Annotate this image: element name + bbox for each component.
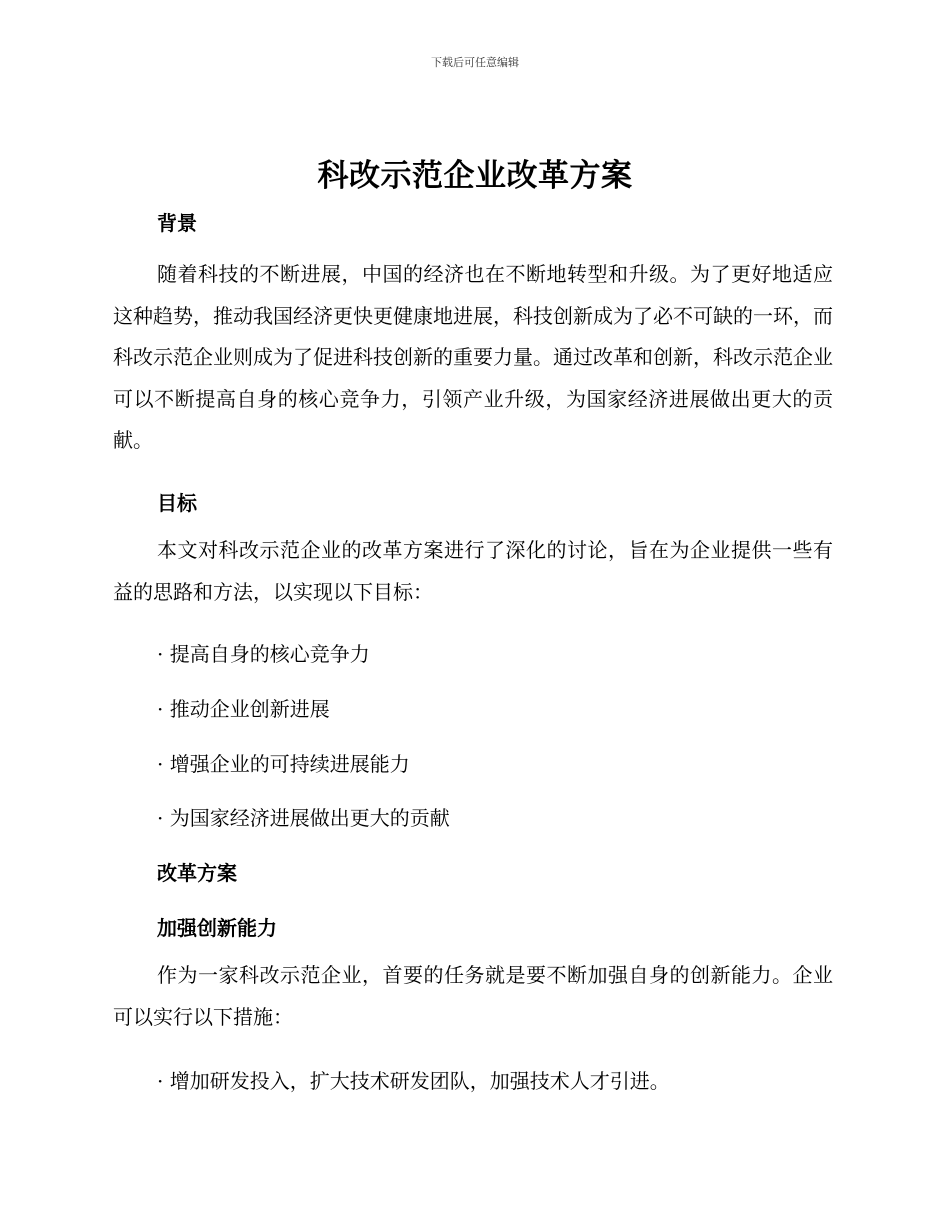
- goal-item: · 为国家经济进展做出更大的贡献: [157, 806, 450, 830]
- heading-background: 背景: [157, 211, 197, 235]
- heading-innovation: 加强创新能力: [157, 916, 277, 940]
- document-title: 科改示范企业改革方案: [317, 158, 633, 194]
- goal-item: · 提高自身的核心竞争力: [157, 642, 370, 666]
- paragraph-innovation: 作为一家科改示范企业，首要的任务就是要不断加强自身的创新能力。企业可以实行以下措施：: [113, 963, 833, 1029]
- goal-item: · 增强企业的可持续进展能力: [157, 752, 410, 776]
- page-header-note: 下载后可任意编辑: [431, 56, 519, 69]
- paragraph-background: 随着科技的不断进展，中国的经济也在不断地转型和升级。为了更好地适应这种趋势，推动我国经济更快更健康地进展，科技创新成为了必不可缺的一环，而科改示范企业则成为了促进科技创新的重要力量。通过改革和创新，科改示范企业可以不断提高自身的核心竞争力，引领产业升级，为国家经济进展做出更大的贡献。: [113, 262, 833, 452]
- heading-goals: 目标: [157, 491, 197, 515]
- paragraph-goals: 本文对科改示范企业的改革方案进行了深化的讨论，旨在为企业提供一些有益的思路和方法，以实现以下目标：: [113, 538, 833, 604]
- innovation-item: · 增加研发投入，扩大技术研发团队，加强技术人才引进。: [157, 1069, 670, 1093]
- goal-item: · 推动企业创新进展: [157, 697, 330, 721]
- heading-plan: 改革方案: [157, 861, 237, 885]
